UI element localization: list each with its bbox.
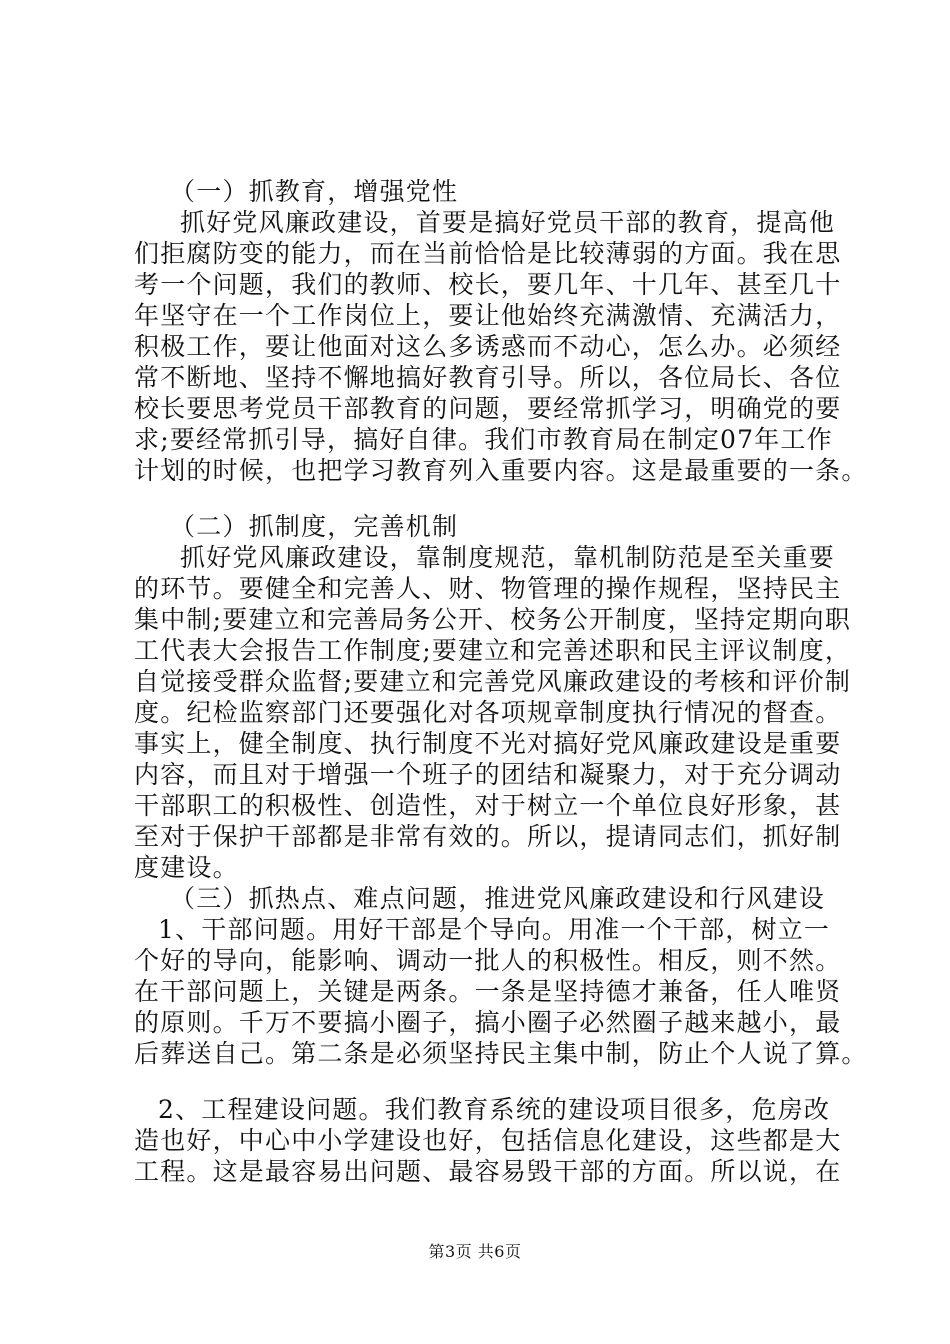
paragraph-line: 的原则。千万不要搞小圈子，搞小圈子必然圈子越来越小，最 <box>134 1008 842 1037</box>
paragraph-line: 度建设。 <box>134 853 239 882</box>
paragraph-line: 工代表大会报告工作制度;要建立和完善述职和民主评议制度， <box>134 636 852 665</box>
paragraph-line: 干部职工的积极性、创造性，对于树立一个单位良好形象，甚 <box>134 791 842 820</box>
paragraph-line: 个好的导向，能影响、调动一批人的积极性。相反，则不然。 <box>134 946 842 975</box>
paragraph-line: 2、工程建设问题。我们教育系统的建设项目很多，危房改 <box>158 1095 831 1124</box>
paragraph-line: 考一个问题，我们的教师、校长，要几年、十几年、甚至几十 <box>134 270 842 299</box>
paragraph-line: 内容，而且对于增强一个班子的团结和凝聚力，对于充分调动 <box>134 760 842 789</box>
paragraph-line: 常不断地、坚持不懈地搞好教育引导。所以，各位局长、各位 <box>134 363 842 392</box>
paragraph-line: 抓好党风廉政建设，靠制度规范，靠机制防范是至关重要 <box>180 543 836 572</box>
paragraph-line: 年坚守在一个工作岗位上，要让他始终充满激情、充满活力， <box>134 301 842 330</box>
paragraph-line: 校长要思考党员干部教育的问题，要经常抓学习，明确党的要 <box>134 394 842 423</box>
paragraph-line: 自觉接受群众监督;要建立和完善党风廉政建设的考核和评价制 <box>134 667 852 696</box>
paragraph-line: 的环节。要健全和完善人、财、物管理的操作规程，坚持民主 <box>134 574 842 603</box>
paragraph-line: 造也好，中心中小学建设也好，包括信息化建设，这些都是大 <box>134 1126 842 1155</box>
paragraph-line: 工程。这是最容易出问题、最容易毁干部的方面。所以说，在 <box>134 1157 842 1186</box>
paragraph-line: 至对于保护干部都是非常有效的。所以，提请同志们，抓好制 <box>134 822 842 851</box>
paragraph-line: 集中制;要建立和完善局务公开、校务公开制度，坚持定期向职 <box>134 605 852 634</box>
paragraph-line: 抓好党风廉政建设，首要是搞好党员干部的教育，提高他 <box>180 208 836 237</box>
paragraph-line: 后葬送自己。第二条是必须坚持民主集中制，防止个人说了算。 <box>134 1039 868 1068</box>
paragraph-line: 度。纪检监察部门还要强化对各项规章制度执行情况的督查。 <box>134 698 842 727</box>
paragraph-line: 在干部问题上，关键是两条。一条是坚持德才兼备，任人唯贤 <box>134 977 842 1006</box>
paragraph-line: 事实上，健全制度、执行制度不光对搞好党风廉政建设是重要 <box>134 729 842 758</box>
section-heading-2: （二）抓制度，完善机制 <box>170 512 459 541</box>
paragraph-line: 积极工作，要让他面对这么多诱惑而不动心，怎么办。必须经 <box>134 332 842 361</box>
paragraph-line: 计划的时候，也把学习教育列入重要内容。这是最重要的一条。 <box>134 456 868 485</box>
page-number-footer: 第3页 共6页 <box>428 1242 522 1261</box>
section-heading-1: （一）抓教育，增强党性 <box>170 177 459 206</box>
paragraph-line: 求;要经常抓引导，搞好自律。我们市教育局在制定07年工作 <box>134 425 833 454</box>
paragraph-line: 1、干部问题。用好干部是个导向。用准一个干部，树立一 <box>158 915 831 944</box>
section-heading-3: （三）抓热点、难点问题，推进党风廉政建设和行风建设 <box>170 884 826 913</box>
paragraph-line: 们拒腐防变的能力，而在当前恰恰是比较薄弱的方面。我在思 <box>134 239 842 268</box>
